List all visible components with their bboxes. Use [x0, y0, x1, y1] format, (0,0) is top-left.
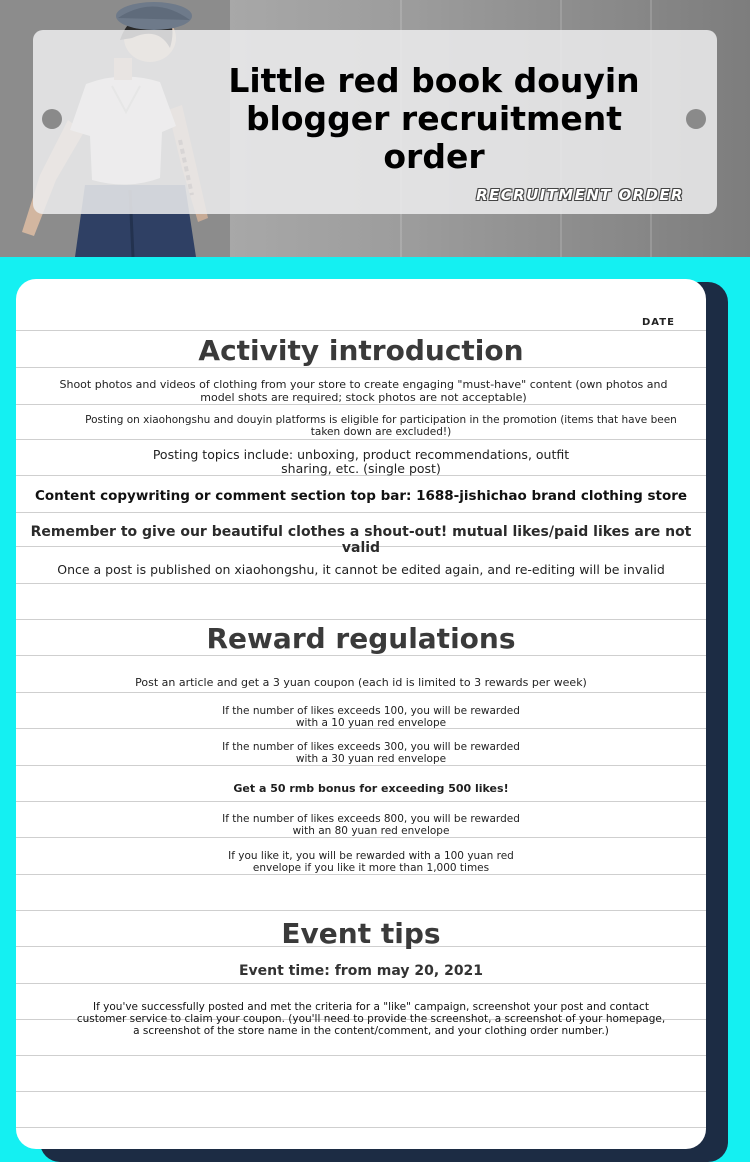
- tips-heading: Event tips: [281, 917, 441, 950]
- activity-heading: Activity introduction: [198, 334, 524, 367]
- header-banner: [0, 0, 750, 257]
- recruitment-order-tag: RECRUITMENT ORDER: [476, 186, 684, 204]
- event-note: If you've successfully posted and met the criteria for a "like" campaign, screenshot your post and contact customer service to claim your coupon. (you'll need to provide the screenshot, a screenshot of your homepage, a screenshot of the store name in the content/comment, and your clothing order number.): [76, 1001, 666, 1037]
- reward-item: Get a 50 rmb bonus for exceeding 500 likes!: [233, 782, 509, 795]
- activity-item: Content copywriting or comment section top bar: 1688-jishichao brand clothing store: [34, 488, 688, 504]
- reward-item: If the number of likes exceeds 800, you will be rewarded with an 80 yuan red envelope: [222, 813, 520, 837]
- reward-heading: Reward regulations: [206, 622, 516, 655]
- notebook-page: [16, 279, 706, 1149]
- activity-item: Shoot photos and videos of clothing from your store to create engaging "must-have" content (own photos and model shots are required; stock photos are not acceptable): [59, 378, 668, 404]
- event-time: Event time: from may 20, 2021: [238, 963, 484, 979]
- activity-item: Posting topics include: unboxing, product recommendations, outfit sharing, etc. (single post): [152, 447, 570, 476]
- page-title: Little red book douyin blogger recruitment order: [228, 61, 640, 176]
- reward-item: If the number of likes exceeds 300, you will be rewarded with a 30 yuan red envelope: [222, 741, 520, 765]
- activity-item: Posting on xiaohongshu and douyin platforms is eligible for participation in the promotion (items that have been taken down are excluded!): [85, 414, 677, 438]
- activity-item: Once a post is published on xiaohongshu, it cannot be edited again, and re-editing will be invalid: [57, 562, 665, 577]
- reward-item: If you like it, you will be rewarded with a 100 yuan red envelope if you like it more than 1,000 times: [228, 850, 514, 874]
- right-dot-decoration: [686, 109, 706, 129]
- left-dot-decoration: [42, 109, 62, 129]
- date-label: DATE: [642, 317, 675, 328]
- reward-item: If the number of likes exceeds 100, you will be rewarded with a 10 yuan red envelope: [222, 705, 520, 729]
- activity-item: Remember to give our beautiful clothes a shout-out! mutual likes/paid likes are not valid: [30, 524, 692, 556]
- reward-item: Post an article and get a 3 yuan coupon (each id is limited to 3 rewards per week): [135, 676, 587, 689]
